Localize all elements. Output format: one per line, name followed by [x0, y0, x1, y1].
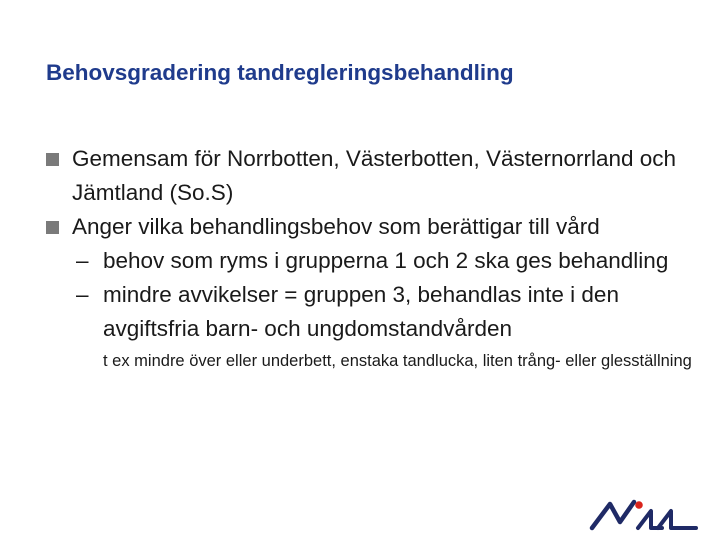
bullet-text: Anger vilka behandlingsbehov som berättigar till vård [72, 214, 600, 239]
square-bullet-icon [46, 153, 59, 166]
square-bullet-icon [46, 221, 59, 234]
bullet-item [46, 210, 706, 244]
note-text: t ex mindre över eller underbett, enstaka tandlucka, liten trång- eller glesställning [103, 352, 692, 370]
nll-logo-icon [588, 498, 700, 532]
sub-bullet-item [46, 278, 706, 346]
sub-bullet-text: behov som ryms i grupperna 1 och 2 ska ges behandling [103, 248, 669, 273]
dash-bullet: – [76, 282, 89, 307]
bullet-text: Gemensam för Norrbotten, Västerbotten, Västernorrland och Jämtland (So.S) [72, 146, 677, 205]
bullet-item [46, 142, 706, 210]
sub-bullet-text: mindre avvikelser = gruppen 3, behandlas inte i den avgiftsfria barn- och ungdomstandvården [103, 282, 619, 341]
slide-body [46, 142, 706, 373]
dash-bullet: – [76, 248, 89, 273]
slide-title: Behovsgradering tandregleringsbehandling [46, 60, 514, 85]
sub-bullet-item [46, 244, 706, 278]
